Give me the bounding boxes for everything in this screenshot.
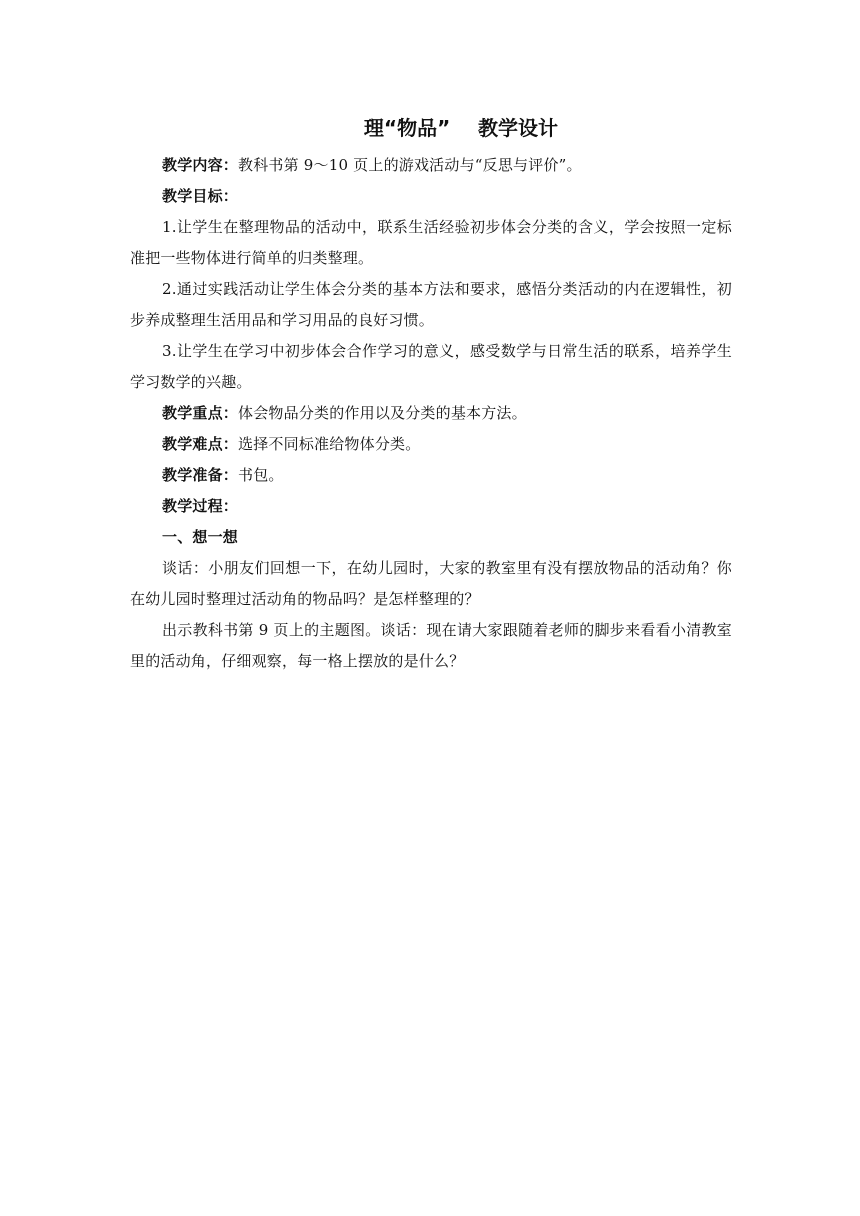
section-1-heading: [130, 522, 732, 553]
objective-item-2: 2.通过实践活动让学生体会分类的基本方法和要求，感悟分类活动的内在逻辑性，初步养成整理生活用品和学习用品的良好习惯。: [130, 280, 732, 329]
teaching-objectives-label: 教学目标：: [162, 187, 239, 205]
teaching-content-label: 教学内容：: [162, 156, 239, 174]
difficulty-text: 选择不同标准给物体分类。: [238, 435, 421, 453]
key-point-text: 体会物品分类的作用以及分类的基本方法。: [238, 404, 527, 422]
preparation-label: 教学准备：: [162, 466, 239, 484]
objective-item-3: 3.让学生在学习中初步体会合作学习的意义，感受数学与日常生活的联系，培养学生学习数学的兴趣。: [130, 342, 732, 391]
teaching-content-text: 教科书第 9～10 页上的游戏活动与“反思与评价”。: [238, 156, 582, 174]
teaching-process-heading: [130, 491, 732, 522]
teaching-content: [130, 150, 732, 181]
objective-item-1: 1.让学生在整理物品的活动中，联系生活经验初步体会分类的含义，学会按照一定标准把一些物体进行简单的归类整理。: [130, 218, 732, 267]
teaching-difficulty: [130, 429, 732, 460]
teaching-objectives-heading: [130, 181, 732, 212]
process-paragraph-1: 谈话：小朋友们回想一下，在幼儿园时，大家的教室里有没有摆放物品的活动角？你在幼儿园时整理过活动角的物品吗？是怎样整理的？: [130, 559, 732, 608]
section-1-heading-text: 一、想一想: [162, 528, 239, 546]
document-title: 理“物品” 教学设计: [363, 116, 559, 140]
process-label: 教学过程：: [162, 497, 239, 515]
process-paragraph-2: 出示教科书第 9 页上的主题图。谈话：现在请大家跟随着老师的脚步来看看小清教室里的活动角，仔细观察，每一格上摆放的是什么？: [130, 621, 732, 670]
teaching-preparation: [130, 460, 732, 491]
key-point-label: 教学重点：: [162, 404, 239, 422]
preparation-text: 书包。: [238, 466, 284, 484]
teaching-key-point: [130, 398, 732, 429]
document-page: [130, 112, 732, 677]
difficulty-label: 教学难点：: [162, 435, 239, 453]
